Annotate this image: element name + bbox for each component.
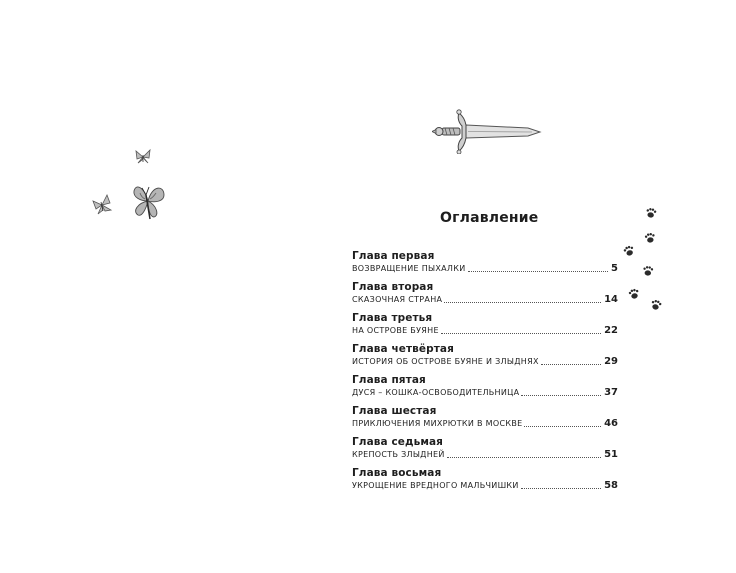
toc-line: [352, 387, 618, 399]
toc-line: [352, 263, 618, 275]
toc-line: [352, 449, 618, 461]
toc-title: Оглавление: [440, 210, 539, 226]
dot-leader: [444, 302, 601, 303]
paw-print-icon: [650, 299, 662, 311]
dot-leader: [541, 364, 601, 365]
page-number: 46: [604, 418, 618, 429]
page-number: 5: [611, 263, 618, 274]
sword-icon: [432, 108, 542, 154]
page-number: 29: [604, 356, 618, 367]
dot-leader: [447, 457, 601, 458]
chapter-subtitle: ВОЗВРАЩЕНИЕ ПЫХАЛКИ: [352, 264, 466, 273]
chapter-subtitle: ИСТОРИЯ ОБ ОСТРОВЕ БУЯНЕ И ЗЛЫДНЯХ: [352, 357, 539, 366]
chapter-title: Глава пятая: [352, 374, 426, 386]
dot-leader: [521, 395, 601, 396]
paw-print-icon: [643, 266, 654, 276]
toc-line: [352, 480, 618, 492]
page-number: 51: [604, 449, 618, 460]
page-number: 58: [604, 480, 618, 491]
toc-entry-3[interactable]: [352, 312, 618, 343]
page-number: 22: [604, 325, 618, 336]
chapter-title: Глава шестая: [352, 405, 437, 417]
dot-leader: [521, 488, 601, 489]
paw-print-icon: [644, 232, 655, 243]
chapter-subtitle: СКАЗОЧНАЯ СТРАНА: [352, 295, 443, 304]
toc-line: [352, 325, 618, 337]
chapter-title: Глава восьмая: [352, 467, 442, 479]
page-number: 14: [604, 294, 618, 305]
butterflies-icon: [85, 143, 180, 233]
chapter-title: Глава первая: [352, 250, 435, 262]
chapter-title: Глава четвёртая: [352, 343, 454, 355]
chapter-title: Глава третья: [352, 312, 433, 324]
small-butterfly-icon: [136, 150, 150, 163]
table-of-contents: [352, 250, 618, 498]
page-number: 37: [604, 387, 618, 398]
chapter-subtitle: ПРИКЛЮЧЕНИЯ МИХРЮТКИ В МОСКВЕ: [352, 419, 523, 428]
toc-entry-1[interactable]: [352, 250, 618, 281]
toc-entry-4[interactable]: [352, 343, 618, 374]
chapter-subtitle: КРЕПОСТЬ ЗЛЫДНЕЙ: [352, 450, 445, 459]
dot-leader: [441, 333, 601, 334]
chapter-title: Глава вторая: [352, 281, 434, 293]
toc-line: [352, 418, 618, 430]
toc-line: [352, 294, 618, 306]
toc-entry-8[interactable]: [352, 467, 618, 498]
paw-print-icon: [645, 207, 656, 218]
chapter-subtitle: НА ОСТРОВЕ БУЯНЕ: [352, 326, 439, 335]
chapter-subtitle: ДУСЯ – КОШКА-ОСВОБОДИТЕЛЬНИЦА: [352, 388, 520, 397]
big-butterfly-icon: [134, 187, 164, 219]
left-butterfly-icon: [93, 195, 111, 214]
toc-entry-2[interactable]: [352, 281, 618, 312]
chapter-subtitle: УКРОЩЕНИЕ ВРЕДНОГО МАЛЬЧИШКИ: [352, 481, 519, 490]
paw-prints-icon: [618, 200, 673, 320]
chapter-title: Глава седьмая: [352, 436, 444, 448]
toc-entry-7[interactable]: [352, 436, 618, 467]
dot-leader: [524, 426, 601, 427]
toc-line: [352, 356, 618, 368]
dot-leader: [468, 271, 609, 272]
paw-print-icon: [628, 288, 640, 300]
toc-entry-6[interactable]: [352, 405, 618, 436]
toc-entry-5[interactable]: [352, 374, 618, 405]
paw-print-icon: [623, 245, 635, 257]
